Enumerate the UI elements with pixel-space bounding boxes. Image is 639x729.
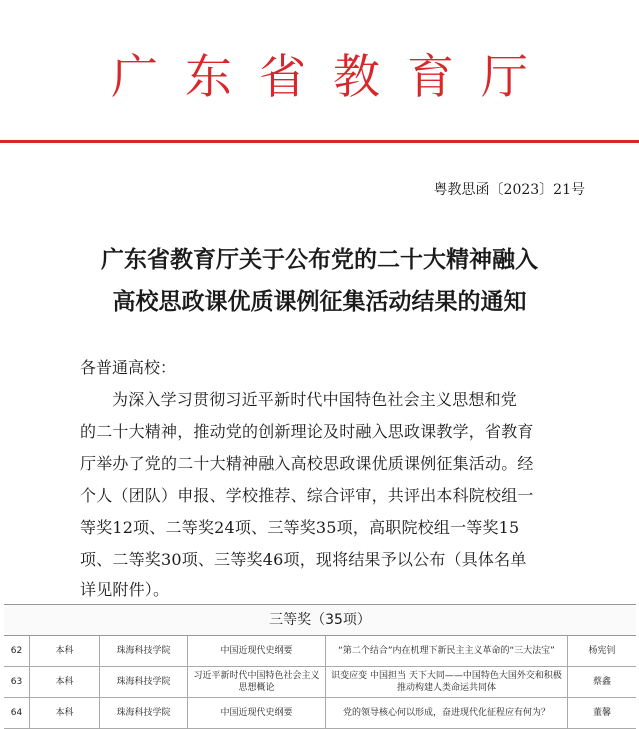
table-header: 三等奖（35项）	[4, 605, 636, 636]
cell-author: 蔡鑫	[592, 677, 611, 687]
awards-table	[4, 604, 636, 727]
cell-category: 本科	[30, 698, 100, 728]
document-title-line-1: 广东省教育厅关于公布党的二十大精神融入	[101, 247, 538, 273]
cell-category: 本科	[30, 636, 100, 666]
cell-number: 64	[4, 698, 30, 728]
letterhead: 广东省教育厅	[111, 50, 555, 105]
body-line: 为深入学习贯彻习近平新时代中国特色社会主义思想和党	[112, 390, 518, 409]
cell-category: 本科	[30, 667, 100, 697]
cell-title: 党的领导核心何以形成，奋进现代化征程应有何为？	[326, 698, 568, 728]
document-number: 粤教思函〔2023〕21号	[433, 182, 585, 198]
letterhead-divider	[0, 140, 639, 143]
body-line: 项、二等奖30项、三等奖46项，现将结果予以公布（具体名单	[80, 550, 527, 569]
cell-school: 珠海科技学院	[100, 698, 188, 728]
body-line: 详见附件）。	[80, 580, 170, 599]
cell-number: 63	[4, 667, 30, 697]
cell-number: 62	[4, 636, 30, 666]
body-line: 个人（团队）申报、学校推荐、综合评审，共评出本科院校组一	[80, 486, 534, 505]
cell-school: 珠海科技学院	[100, 636, 188, 666]
table-row	[4, 698, 636, 729]
cell-title: 识变应变 中国担当 天下大同——中国特色大国外交和积极推动构建人类命运共同体	[326, 667, 568, 697]
body-line: 厅举办了党的二十大精神融入高校思政课优质课例征集活动。经	[80, 454, 534, 473]
body-line: 等奖12项、二等奖24项、三等奖35项，高职院校组一等奖15	[80, 518, 520, 537]
cell-course: 习近平新时代中国特色社会主义思想概论	[188, 667, 326, 697]
cell-author: 董馨	[592, 708, 611, 718]
table-row	[4, 636, 636, 667]
cell-course: 中国近现代史纲要	[188, 698, 326, 728]
cell-school: 珠海科技学院	[100, 667, 188, 697]
cell-author: 杨宪钊	[588, 646, 616, 656]
cell-course: 中国近现代史纲要	[188, 636, 326, 666]
table-row	[4, 667, 636, 698]
body-line: 的二十大精神，推动党的创新理论及时融入思政课教学，省教育	[80, 422, 534, 441]
cell-title: “第二个结合”内在机理下新民主主义革命的“三大法宝”	[326, 636, 568, 666]
document-title-line-2: 高校思政课优质课例征集活动结果的通知	[112, 289, 527, 315]
salutation: 各普通高校：	[80, 358, 177, 377]
